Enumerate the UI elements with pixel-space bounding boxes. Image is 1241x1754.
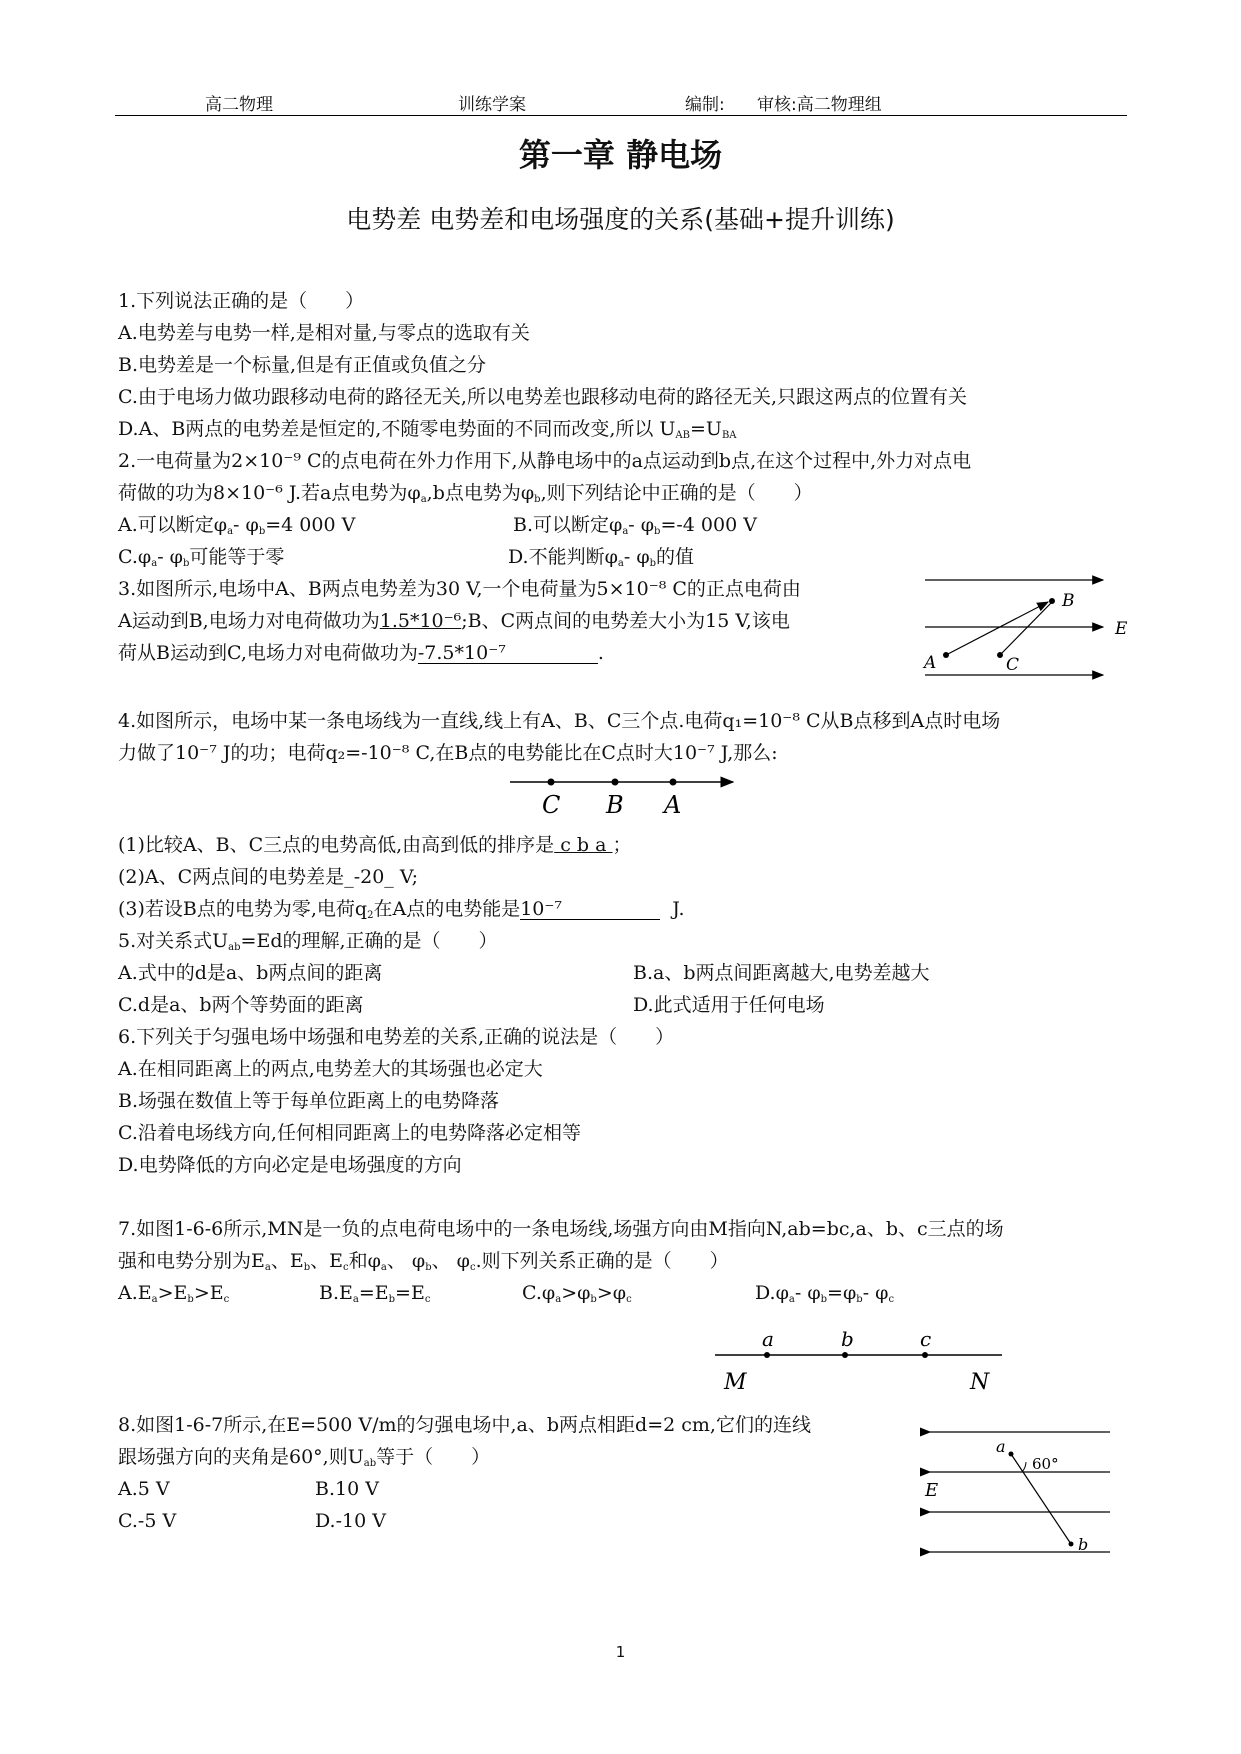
point-b [612, 779, 619, 786]
q4-line-2: 力做了10⁻⁷ J的功；电荷q₂=-10⁻⁸ C,在B点的电势能比在C点时大10⁻⁷ J,那么: [118, 742, 778, 764]
q7-option-a: $A.E_a>E_b>E_c$ [118, 1282, 230, 1305]
header-type: 训练学案 [458, 95, 526, 115]
label-b: b [841, 1327, 854, 1351]
point-a [1009, 1452, 1014, 1457]
label-angle: 60° [1032, 1455, 1059, 1473]
q7-option-d: $D.\varphi_a-$ $\varphi_b=\varphi_b-$ $\varphi_c$ [755, 1282, 895, 1305]
q3-line-2: A运动到B,电场力对电荷做功为1.5*10⁻⁶;B、C两点间的电势差大小为15 V,该电 [118, 610, 790, 632]
label-e: E [925, 1480, 939, 1501]
q8-figure [920, 1410, 1120, 1560]
q7-option-c: $C.\varphi_a>\varphi_b>\varphi_c$ [522, 1282, 632, 1305]
q5-stem: 5.对关系式$U_{ab}=Ed$的理解,正确的是（ ） [118, 930, 498, 953]
q3-line-1: 3.如图所示,电场中A、B两点电势差为30 V,一个电荷量为5×10⁻⁸ C的正点电荷由 [118, 578, 801, 600]
label-b: B [1062, 591, 1075, 611]
q5-option-b: B.a、b两点间距离越大,电势差越大 [633, 962, 930, 984]
header-review: 审核:高二物理组 [757, 95, 882, 115]
q2-option-d: D.不能判断$\varphi_a-$ $\varphi_b$的值 [508, 546, 695, 569]
q7-figure [710, 1325, 1010, 1397]
header-subject: 高二物理 [205, 95, 273, 115]
q3-figure [920, 570, 1140, 685]
q8-option-c: C.-5 V [118, 1510, 177, 1532]
q2-option-b: B.可以断定$\varphi_a-$ $\varphi_b=-4$ 000 V [513, 514, 757, 537]
label-e: E [1115, 619, 1128, 639]
label-a: a [762, 1327, 774, 1351]
angle-arc [1022, 1462, 1026, 1472]
q6-option-b: B.场强在数值上等于每单位距离上的电势降落 [118, 1090, 500, 1112]
label-n: N [970, 1370, 990, 1395]
label-a: A [664, 791, 682, 819]
path-a-to-b [946, 602, 1048, 655]
q2-option-a: A.可以断定$\varphi_a-$ $\varphi_b=4$ 000 V [118, 514, 356, 537]
q8-line-2: 跟场强方向的夹角是60°,则$U_{ab}$等于（ ） [118, 1446, 491, 1469]
q6-option-a: A.在相同距离上的两点,电势差大的其场强也必定大 [118, 1058, 543, 1080]
q6-option-d: D.电势降低的方向必定是电场强度的方向 [118, 1154, 462, 1176]
q2-line-2: 荷做的功为8×10⁻⁶ J.若a点电势为$\varphi_a,b$点电势为$\varphi_b$,则下列结论中正确的是（ ） [118, 482, 813, 505]
q1-option-b: B.电势差是一个标量,但是有正值或负值之分 [118, 354, 487, 376]
q4-part-2: (2)A、C两点间的电势差是_-20_ V; [118, 866, 419, 888]
q4-part-1: (1)比较A、B、C三点的电势高低,由高到低的排序是 c b a ； [118, 834, 632, 856]
q5-option-c: C.d是a、b两个等势面的距离 [118, 994, 364, 1016]
q8-option-d: D.-10 V [315, 1510, 386, 1532]
point-a [670, 779, 677, 786]
q4-answer-2: _-20_ [344, 866, 394, 888]
q8-option-a: A.5 V [118, 1478, 170, 1500]
q2-option-c: $C.\varphi_a-$ $\varphi_b$可能等于零 [118, 546, 285, 569]
q7-line-1: 7.如图1-6-6所示,MN是一负的点电荷电场中的一条电场线,场强方向由M指向N,ab=bc,a、b、c三点的场 [118, 1218, 1004, 1240]
label-c: c [920, 1327, 932, 1351]
label-b: b [1078, 1535, 1089, 1554]
q8-option-b: B.10 V [315, 1478, 379, 1500]
q5-option-d: D.此式适用于任何电场 [633, 994, 825, 1016]
q1-option-a: A.电势差与电势一样,是相对量,与零点的选取有关 [118, 322, 530, 344]
q3-answer-2: -7.5*10⁻⁷ [417, 642, 506, 664]
page-number: 1 [615, 1643, 626, 1661]
label-c: C [1006, 655, 1020, 675]
q6-stem: 6.下列关于匀强电场中场强和电势差的关系,正确的说法是（ ） [118, 1026, 675, 1048]
q7-option-b: $B.E_a=E_b=E_c$ [319, 1282, 431, 1305]
point-b [1049, 598, 1055, 604]
point-b [842, 1352, 848, 1358]
label-c: C [542, 791, 561, 819]
header-editor: 编制: [685, 95, 725, 115]
q4-answer-1: c b a [554, 834, 613, 856]
q2-line-1: 2.一电荷量为2×10⁻⁹ C的点电荷在外力作用下,从静电场中的a点运动到b点,在这个过程中,外力对点电 [118, 450, 972, 472]
label-a: a [996, 1437, 1006, 1456]
point-c [997, 652, 1003, 658]
q5-option-a: A.式中的d是a、b两点间的距离 [118, 962, 383, 984]
q1-stem: 1.下列说法正确的是（ ） [118, 290, 365, 312]
q8-line-1: 8.如图1-6-7所示,在E=500 V/m的匀强电场中,a、b两点相距d=2 cm,它们的连线 [118, 1414, 811, 1436]
q4-figure [505, 770, 740, 820]
point-b [1069, 1542, 1074, 1547]
label-b: B [606, 791, 624, 819]
point-c [922, 1352, 928, 1358]
q6-option-c: C.沿着电场线方向,任何相同距离上的电势降落必定相等 [118, 1122, 581, 1144]
q3-line-3: 荷从B运动到C,电场力对电荷做功为-7.5*10⁻⁷ . [118, 642, 604, 664]
header-rule [115, 115, 1127, 116]
q4-answer-3: 10⁻⁷ [520, 898, 563, 920]
chapter-title: 第一章 静电场 [518, 136, 723, 174]
q1-option-c: C.由于电场力做功跟移动电荷的路径无关,所以电势差也跟移动电荷的路径无关,只跟这两点的位置有关 [118, 386, 967, 408]
point-a [943, 652, 949, 658]
q4-line-1: 4.如图所示，电场中某一条电场线为一直线,线上有A、B、C三个点.电荷q₁=10⁻⁸ C从B点移到A点时电场 [118, 710, 1001, 732]
point-c [548, 779, 555, 786]
section-title: 电势差 电势差和电场强度的关系(基础+提升训练) [346, 205, 895, 234]
q3-answer-1: 1.5*10⁻⁶ [379, 610, 462, 632]
q1-option-d: D.A、B两点的电势差是恒定的,不随零电势面的不同而改变,所以 $U_{AB}=U_{BA}$ [118, 418, 737, 441]
q4-part-3: (3)若设B点的电势为零,电荷$q_2$在A点的电势能是10⁻⁷ J. [118, 898, 685, 921]
q7-line-2: 强和电势分别为$E_a$、$E_b$、$E_c$和$\varphi_a$、 $\varphi_b$、 $\varphi_c$.则下列关系正确的是（ ） [118, 1250, 729, 1273]
label-a: A [924, 653, 937, 673]
path-b-to-c [1000, 602, 1052, 655]
label-m: M [724, 1370, 747, 1395]
point-a [764, 1352, 770, 1358]
